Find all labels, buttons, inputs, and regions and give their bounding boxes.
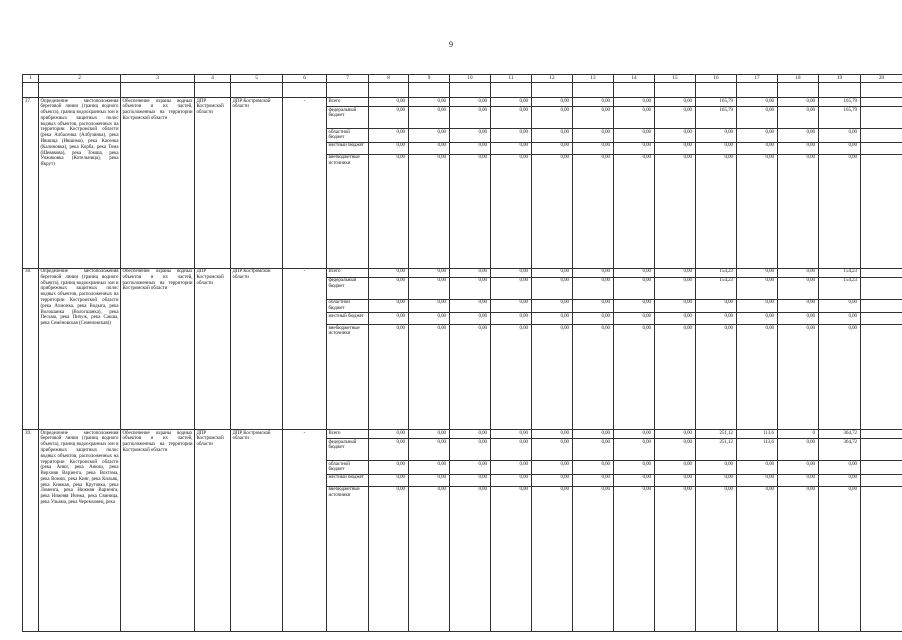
amount-cell: 0,00 (819, 154, 861, 268)
amount-cell: 0,00 (737, 299, 778, 313)
amount-cell: 0,00 (655, 461, 696, 475)
amount-cell: 0,00 (532, 268, 573, 277)
funding-source: федеральный бюджет (327, 107, 369, 129)
amount-cell: 0,00 (450, 313, 491, 325)
amount-cell: 0,00 (573, 299, 614, 313)
amount-cell: 0,00 (450, 268, 491, 277)
amount-cell: 0,00 (737, 107, 778, 129)
amount-cell: 0,00 (491, 107, 532, 129)
amount-cell: 0,00 (491, 461, 532, 475)
col-header: 5 (231, 75, 283, 83)
amount-cell: 0,00 (369, 154, 409, 268)
amount-cell: 0,00 (369, 474, 409, 486)
amount-cell: 0,00 (737, 268, 778, 277)
funding-source: местный бюджет (327, 142, 369, 154)
amount-cell: 0,00 (532, 461, 573, 475)
amount-cell: 0,00 (573, 461, 614, 475)
empty-cell (861, 129, 902, 143)
amount-cell: 0,00 (573, 313, 614, 325)
row-description: Определение местоположения береговой линии (границ водного объекта), границ водоохранных зон и прибрежных защитных полос водных объектов, расположенных на территории Костромской области (река Албасенка (Албузинка), река Ившица (Ившима), река Касенка (Калиновка), река Корба, река Тома (Шевякова), река Томша, река Унжиковка (Котельница), река Якрут) (39, 98, 121, 269)
funding-source: местный бюджет (327, 313, 369, 325)
amount-cell: 0,00 (696, 486, 737, 631)
amount-cell: 0,00 (573, 107, 614, 129)
amount-cell: 0,00 (491, 313, 532, 325)
amount-cell: 0,00 (450, 439, 491, 461)
amount-cell: 0,00 (573, 129, 614, 143)
funding-source: областной бюджет (327, 129, 369, 143)
row-col6: - (283, 98, 327, 269)
amount-cell: 0,00 (696, 325, 737, 430)
empty-cell (861, 154, 902, 268)
amount-cell: 0,00 (737, 461, 778, 475)
col-header: 3 (121, 75, 195, 83)
amount-cell: 0,00 (696, 461, 737, 475)
amount-cell: 0,00 (450, 142, 491, 154)
amount-cell: 0,00 (450, 461, 491, 475)
funding-source: областной бюджет (327, 299, 369, 313)
col-header: 18 (778, 75, 819, 83)
table-row (23, 98, 902, 107)
amount-cell: 113,6 (737, 439, 778, 461)
funding-source: Всего (327, 98, 369, 107)
col-header: 10 (450, 75, 491, 83)
amount-cell: 0,00 (696, 142, 737, 154)
amount-cell: 0,00 (532, 154, 573, 268)
amount-cell: 0,00 (491, 268, 532, 277)
amount-cell: 0,00 (409, 107, 450, 129)
amount-cell: 0,00 (573, 486, 614, 631)
amount-cell: 0,00 (737, 325, 778, 430)
amount-cell: 0,00 (409, 439, 450, 461)
amount-cell: 0,00 (696, 313, 737, 325)
amount-cell: 154,23 (696, 277, 737, 299)
amount-cell: 0,00 (491, 277, 532, 299)
amount-cell: 0,00 (369, 461, 409, 475)
col-header: 8 (369, 75, 409, 83)
amount-cell: 0,00 (614, 325, 655, 430)
amount-cell: 0,00 (450, 474, 491, 486)
amount-cell: 0,00 (532, 430, 573, 439)
amount-cell: 154,23 (819, 268, 861, 277)
amount-cell: 0,00 (696, 154, 737, 268)
funding-source: Всего (327, 268, 369, 277)
funding-source: внебюджетные источники (327, 486, 369, 631)
row-description: Определение местоположения береговой линии (границ водного объекта), границ водоохранных зон и прибрежных защитных полос водных объектов, расположенных на территории Костромской области (река Анюг, река Анюш, река Верхняя Варзенга, река Вохтома, река Вонюх, река Кинг, река Кильяк, река Княжая, река Крутовка, река Ломенга, река Нижняя Варзенга, река Нижняя Ичежа, река Свиница, река Ульяма, река Черемховец, река (39, 430, 121, 632)
amount-cell: 165,79 (696, 107, 737, 129)
col-header: 9 (409, 75, 450, 83)
row-executor: ДПР Костромской области (195, 98, 231, 269)
amount-cell: 0,00 (450, 129, 491, 143)
table-body (23, 83, 902, 632)
amount-cell: 0,00 (614, 129, 655, 143)
amount-cell: 0,00 (450, 299, 491, 313)
amount-cell: 0,00 (778, 129, 819, 143)
amount-cell: 0,00 (819, 486, 861, 631)
amount-cell: 0,00 (409, 325, 450, 430)
amount-cell: 0,00 (655, 325, 696, 430)
col-header: 13 (573, 75, 614, 83)
amount-cell: 0,00 (778, 439, 819, 461)
amount-cell: 0,00 (573, 430, 614, 439)
row-description: Определение местоположения береговой линии (границ водного объекта), границ водоохранных зон и прибрежных защитных полос водных объектов, расположенных на территории Костромской области (река Ахмонка, река Водыга, река Волошанка (Вологшанка), река Песьма, река Пичуж, река Сакша, река Семёновская (Семеновская)) (39, 268, 121, 430)
amount-cell: 251,12 (696, 439, 737, 461)
row-goal: Обеспечение охраны водных объектов и их частей, расположенных на территории Костромской области (121, 98, 195, 269)
empty-cell (861, 107, 902, 129)
amount-cell: 0 (778, 430, 819, 439)
amount-cell: 0,00 (450, 486, 491, 631)
empty-cell (861, 439, 902, 461)
amount-cell: 0,00 (409, 313, 450, 325)
amount-cell: 0,00 (532, 107, 573, 129)
col-header: 19 (819, 75, 861, 83)
table-row (23, 268, 902, 277)
amount-cell: 0,00 (614, 107, 655, 129)
amount-cell: 0,00 (369, 277, 409, 299)
amount-cell: 0,00 (614, 474, 655, 486)
amount-cell: 0,00 (655, 430, 696, 439)
row-coexecutor: ДПР Костромской области (231, 98, 283, 269)
col-header: 7 (327, 75, 369, 83)
row-col6: - (283, 430, 327, 632)
amount-cell: 0,00 (532, 439, 573, 461)
spacer-row (23, 83, 902, 98)
amount-cell: 0,00 (409, 474, 450, 486)
amount-cell: 0,00 (573, 98, 614, 107)
column-number-row (23, 75, 902, 83)
amount-cell: 0,00 (409, 98, 450, 107)
amount-cell: 0,00 (409, 486, 450, 631)
amount-cell: 251,12 (696, 430, 737, 439)
amount-cell: 0,00 (532, 142, 573, 154)
row-goal: Обеспечение охраны водных объектов и их частей, расположенных на территории Костромской области (121, 430, 195, 632)
col-header: 17 (737, 75, 778, 83)
empty-cell (861, 299, 902, 313)
amount-cell: 0,00 (409, 277, 450, 299)
amount-cell: 0,00 (778, 461, 819, 475)
amount-cell: 0,00 (409, 142, 450, 154)
amount-cell: 0,00 (491, 439, 532, 461)
amount-cell: 0,00 (819, 474, 861, 486)
row-coexecutor: ДПР Костромской области (231, 430, 283, 632)
amount-cell: 0,00 (409, 268, 450, 277)
amount-cell: 165,79 (819, 98, 861, 107)
amount-cell: 0,00 (369, 325, 409, 430)
funding-source: федеральный бюджет (327, 439, 369, 461)
amount-cell: 0,00 (450, 98, 491, 107)
amount-cell: 0,00 (369, 313, 409, 325)
amount-cell: 0,00 (696, 129, 737, 143)
amount-cell: 0,00 (819, 325, 861, 430)
amount-cell: 165,79 (696, 98, 737, 107)
amount-cell: 0,00 (450, 430, 491, 439)
amount-cell: 0,00 (532, 486, 573, 631)
col-header: 1 (23, 75, 39, 83)
amount-cell: 154,23 (819, 277, 861, 299)
amount-cell: 0,00 (614, 439, 655, 461)
amount-cell: 0,00 (737, 486, 778, 631)
funding-source: федеральный бюджет (327, 277, 369, 299)
col-header: 14 (614, 75, 655, 83)
empty-cell (861, 486, 902, 631)
amount-cell: 0,00 (491, 486, 532, 631)
amount-cell: 0,00 (369, 98, 409, 107)
amount-cell: 0,00 (532, 129, 573, 143)
amount-cell: 0,00 (614, 313, 655, 325)
amount-cell: 0,00 (409, 299, 450, 313)
amount-cell: 0,00 (491, 98, 532, 107)
amount-cell: 0,00 (614, 268, 655, 277)
empty-cell (861, 474, 902, 486)
amount-cell: 0,00 (369, 129, 409, 143)
amount-cell: 0,00 (450, 325, 491, 430)
amount-cell: 0,00 (573, 268, 614, 277)
amount-cell: 0,00 (491, 299, 532, 313)
col-header: 20 (861, 75, 902, 83)
funding-source: областной бюджет (327, 461, 369, 475)
funding-source: местный бюджет (327, 474, 369, 486)
amount-cell: 0,00 (573, 474, 614, 486)
amount-cell: 0,00 (778, 98, 819, 107)
amount-cell: 0,00 (655, 299, 696, 313)
amount-cell: 0,00 (491, 142, 532, 154)
amount-cell: 0,00 (737, 154, 778, 268)
amount-cell: 0,00 (369, 268, 409, 277)
amount-cell: 0,00 (819, 299, 861, 313)
amount-cell: 0,00 (655, 107, 696, 129)
amount-cell: 0,00 (491, 325, 532, 430)
amount-cell: 0,00 (737, 474, 778, 486)
row-index: 38. (23, 268, 39, 430)
amount-cell: 0,00 (655, 439, 696, 461)
table-row (23, 430, 902, 439)
amount-cell: 0,00 (819, 313, 861, 325)
amount-cell: 0,00 (696, 299, 737, 313)
funding-source: внебюджетные источники (327, 154, 369, 268)
amount-cell: 0,00 (778, 474, 819, 486)
funding-source: внебюджетные источники (327, 325, 369, 430)
empty-cell (861, 277, 902, 299)
amount-cell: 0,00 (778, 486, 819, 631)
amount-cell: 0,00 (696, 474, 737, 486)
amount-cell: 0,00 (614, 461, 655, 475)
empty-cell (861, 142, 902, 154)
amount-cell: 0,00 (778, 268, 819, 277)
amount-cell: 0,00 (409, 154, 450, 268)
page-number: 9 (449, 40, 453, 49)
amount-cell: 0,00 (491, 154, 532, 268)
row-executor: ДПР Костромской области (195, 430, 231, 632)
col-header: 2 (39, 75, 121, 83)
amount-cell: 0,00 (450, 154, 491, 268)
amount-cell: 0,00 (369, 299, 409, 313)
amount-cell: 154,23 (696, 268, 737, 277)
empty-cell (861, 325, 902, 430)
col-header: 6 (283, 75, 327, 83)
amount-cell: 0,00 (573, 325, 614, 430)
amount-cell: 0,00 (409, 430, 450, 439)
amount-cell: 0,00 (614, 98, 655, 107)
amount-cell: 0,00 (655, 268, 696, 277)
amount-cell: 0,00 (450, 277, 491, 299)
amount-cell: 0,00 (737, 129, 778, 143)
empty-cell (861, 98, 902, 107)
program-table (22, 74, 902, 632)
amount-cell: 0,00 (778, 325, 819, 430)
amount-cell: 0,00 (655, 486, 696, 631)
amount-cell: 165,79 (819, 107, 861, 129)
amount-cell: 0,00 (532, 299, 573, 313)
amount-cell: 364,72 (819, 430, 861, 439)
amount-cell: 0,00 (491, 474, 532, 486)
amount-cell: 0,00 (450, 107, 491, 129)
col-header: 4 (195, 75, 231, 83)
empty-cell (861, 268, 902, 277)
row-goal: Обеспечение охраны водных объектов и их частей, расположенных на территории Костромской области (121, 268, 195, 430)
amount-cell: 0,00 (737, 277, 778, 299)
amount-cell: 0,00 (573, 439, 614, 461)
amount-cell: 0,00 (655, 129, 696, 143)
row-executor: ДПР Костромской области (195, 268, 231, 430)
amount-cell: 0,00 (655, 313, 696, 325)
amount-cell: 0,00 (369, 430, 409, 439)
empty-cell (861, 461, 902, 475)
funding-source: Всего (327, 430, 369, 439)
amount-cell: 0,00 (819, 129, 861, 143)
amount-cell: 0,00 (573, 142, 614, 154)
col-header: 12 (532, 75, 573, 83)
amount-cell: 0,00 (778, 313, 819, 325)
amount-cell: 0,00 (778, 154, 819, 268)
amount-cell: 0,00 (614, 430, 655, 439)
row-coexecutor: ДПР Костромской области (231, 268, 283, 430)
amount-cell: 0,00 (655, 142, 696, 154)
amount-cell: 0,00 (655, 154, 696, 268)
amount-cell: 0,00 (369, 107, 409, 129)
amount-cell: 0,00 (614, 277, 655, 299)
amount-cell: 0,00 (655, 474, 696, 486)
amount-cell: 0,00 (737, 313, 778, 325)
row-index: 39. (23, 430, 39, 632)
col-header: 11 (491, 75, 532, 83)
amount-cell: 0,00 (614, 486, 655, 631)
col-header: 16 (696, 75, 737, 83)
amount-cell: 0,00 (655, 98, 696, 107)
amount-cell: 0,00 (532, 98, 573, 107)
amount-cell: 0,00 (532, 277, 573, 299)
amount-cell: 0,00 (737, 98, 778, 107)
amount-cell: 0,00 (369, 439, 409, 461)
amount-cell: 0,00 (573, 154, 614, 268)
amount-cell: 0,00 (532, 325, 573, 430)
amount-cell: 0,00 (532, 313, 573, 325)
amount-cell: 0,00 (778, 299, 819, 313)
amount-cell: 0,00 (614, 142, 655, 154)
amount-cell: 0,00 (409, 129, 450, 143)
amount-cell: 0,00 (573, 277, 614, 299)
amount-cell: 113,6 (737, 430, 778, 439)
amount-cell: 0,00 (409, 461, 450, 475)
amount-cell: 0,00 (778, 142, 819, 154)
col-header: 15 (655, 75, 696, 83)
amount-cell: 0,00 (369, 486, 409, 631)
amount-cell: 0,00 (819, 461, 861, 475)
row-index: 37. (23, 98, 39, 269)
amount-cell: 0,00 (491, 129, 532, 143)
amount-cell: 0,00 (369, 142, 409, 154)
amount-cell: 364,72 (819, 439, 861, 461)
amount-cell: 0,00 (819, 142, 861, 154)
amount-cell: 0,00 (491, 430, 532, 439)
empty-cell (861, 430, 902, 439)
amount-cell: 0,00 (737, 142, 778, 154)
amount-cell: 0,00 (532, 474, 573, 486)
amount-cell: 0,00 (778, 277, 819, 299)
amount-cell: 0,00 (614, 154, 655, 268)
amount-cell: 0,00 (655, 277, 696, 299)
amount-cell: 0,00 (614, 299, 655, 313)
empty-cell (861, 313, 902, 325)
amount-cell: 0,00 (778, 107, 819, 129)
row-col6: - (283, 268, 327, 430)
